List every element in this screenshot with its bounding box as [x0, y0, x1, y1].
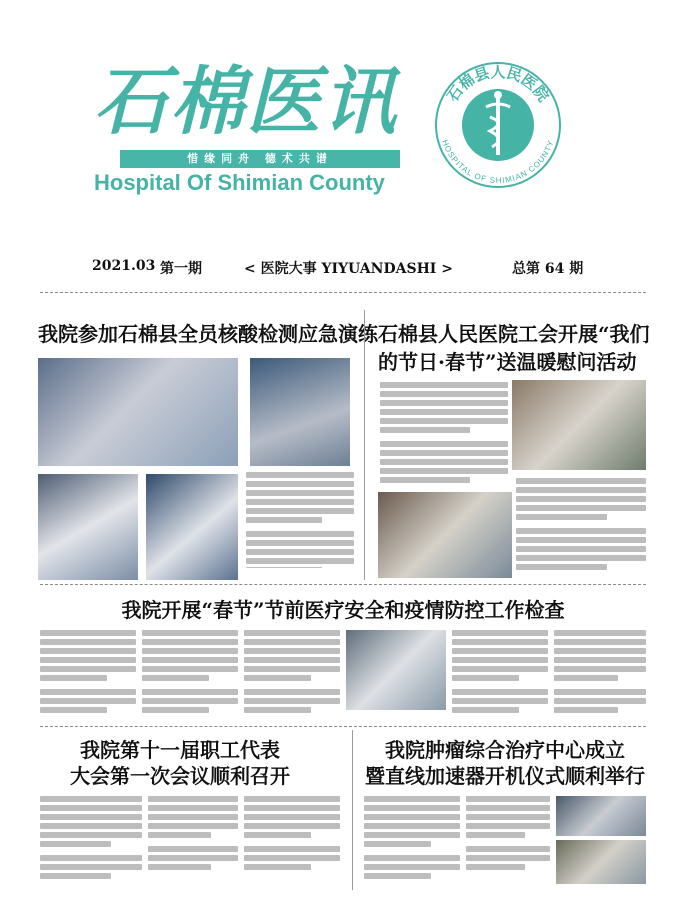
- article-2-body-1: [380, 382, 508, 492]
- logo-english-arc: HOSPITAL OF SHIMIAN COUNTY: [440, 138, 556, 186]
- issue-section: < 医院大事 YIYUANDASHI >: [244, 261, 453, 277]
- issue-date: 2021.03: [92, 258, 156, 274]
- article-5-title-line2: 暨直线加速器开机仪式顺利举行: [365, 764, 645, 788]
- article-4-body-1: [40, 796, 142, 884]
- article-2-title-line2: 的节日·春节”送温暖慰问活动: [378, 350, 637, 374]
- logo-arc-text: 石棉县人民医院: [443, 63, 553, 106]
- article-5-title-line1: 我院肿瘤综合治疗中心成立: [385, 738, 625, 762]
- issue-number: 第一期: [160, 261, 202, 277]
- article-3-body-4: [452, 630, 548, 718]
- article-1-title: 我院参加石棉县全员核酸检测应急演练: [38, 322, 378, 346]
- column-divider: [364, 310, 365, 580]
- issue-total: 总第 64 期: [512, 261, 584, 277]
- masthead-slogan: 惜缘同舟 德术共谱: [120, 150, 400, 168]
- article-4-title-line1: 我院第十一届职工代表: [80, 738, 280, 762]
- column-divider: [352, 730, 353, 890]
- article-3-title: 我院开展“春节”节前医疗安全和疫情防控工作检查: [121, 598, 565, 622]
- article-2-body-2: [516, 478, 646, 578]
- article-5-photo-2: [556, 840, 646, 884]
- issue-bar: [0, 254, 686, 278]
- article-1-photo-1: [38, 358, 238, 466]
- article-2-title-line1: 石棉县人民医院工会开展“我们: [378, 322, 650, 346]
- article-3-body-2: [142, 630, 238, 718]
- article-1-photo-2: [250, 358, 350, 466]
- article-4-title-line2: 大会第一次会议顺利召开: [70, 764, 290, 788]
- hospital-logo: [428, 55, 568, 195]
- article-5-photo-1: [556, 796, 646, 836]
- article-1-photo-4: [146, 474, 238, 580]
- divider: [40, 584, 646, 585]
- article-3-body-3: [244, 630, 340, 718]
- article-4-body-3: [244, 796, 340, 876]
- masthead-english-title: Hospital Of Shimian County: [94, 170, 385, 195]
- divider: [40, 726, 646, 727]
- article-5-body-1: [364, 796, 460, 884]
- article-2-photo-2: [378, 492, 512, 578]
- article-4-body-2: [148, 796, 238, 876]
- article-5-body-2: [466, 796, 550, 876]
- divider: [40, 292, 646, 293]
- article-2-photo-1: [512, 380, 646, 470]
- article-3-body-1: [40, 630, 136, 718]
- article-3-photo: [346, 630, 446, 710]
- article-3-body-5: [554, 630, 646, 718]
- article-1-body: [246, 472, 354, 568]
- masthead-title: 石棉医讯: [94, 59, 398, 145]
- article-1-photo-3: [38, 474, 138, 580]
